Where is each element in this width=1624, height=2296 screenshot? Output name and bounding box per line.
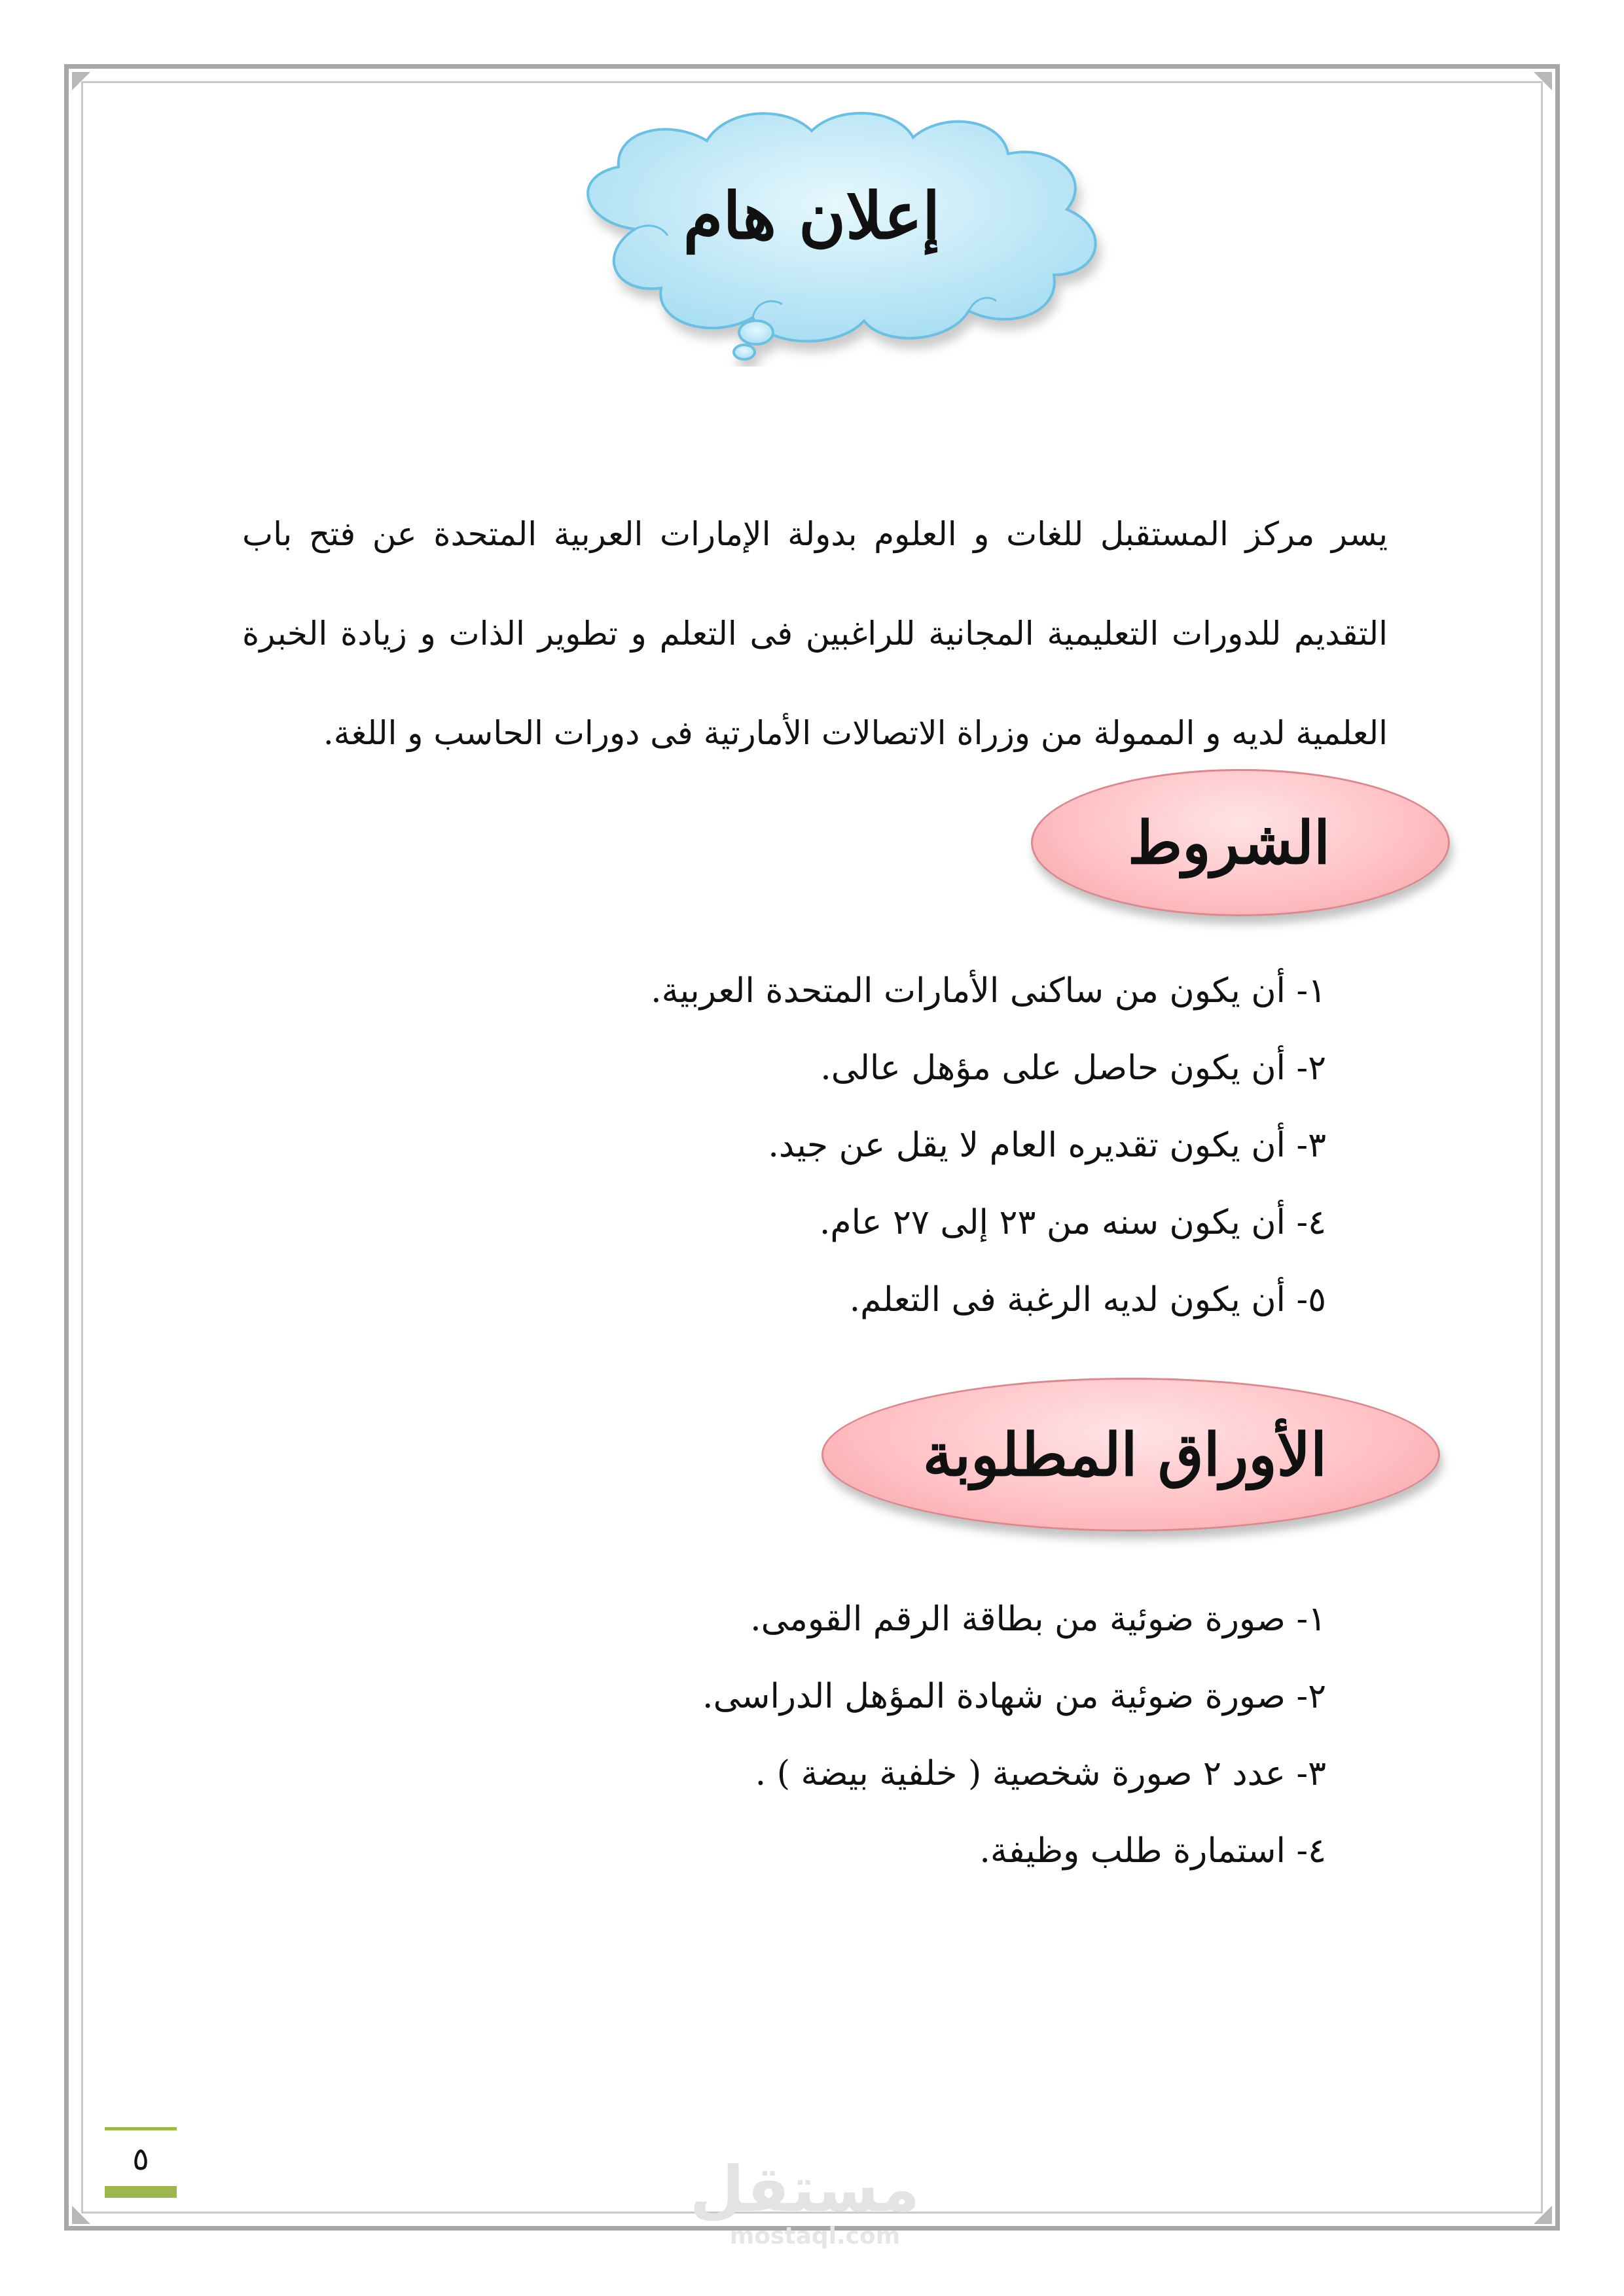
list-item: ١- أن يكون من ساكنى الأمارات المتحدة العربية. [651,971,1326,1011]
documents-heading: الأوراق المطلوبة [922,1420,1327,1490]
list-item: ٤- أن يكون سنه من ٢٣ إلى ٢٧ عام. [819,1203,1326,1242]
conditions-heading: الشروط [1127,808,1330,878]
list-item: ٣- أن يكون تقديره العام لا يقل عن جيد. [768,1126,1326,1165]
corner-ornament-bottom-right [1534,2206,1552,2224]
list-item: ٤- استمارة طلب وظيفة. [979,1831,1326,1871]
conditions-heading-badge [1031,769,1450,916]
page-number: ٥ [132,2141,149,2178]
documents-heading-badge [821,1378,1440,1532]
page-number-box [105,2127,177,2199]
corner-ornament-top-right [1534,72,1552,90]
corner-ornament-bottom-left [72,2206,90,2224]
list-item: ١- صورة ضوئية من بطاقة الرقم القومى. [750,1600,1326,1639]
watermark-logo-latin: mostaql.com [729,2223,901,2250]
announcement-title: إعلان هام [683,178,941,254]
corner-ornament-top-left [72,72,90,90]
list-item: ٣- عدد ٢ صورة شخصية ( خلفية بيضة ) . [755,1754,1326,1793]
watermark-logo-arabic: مستقل [689,2153,920,2226]
documents-list [702,1581,1326,1890]
page-number-rule-bottom [105,2186,177,2198]
intro-paragraph: يسر مركز المستقبل للغات و العلوم بدولة الإمارات العربية المتحدة عن فتح باب التقديم للدورات التعليمية المجانية للراغبين فى التعلم و تطوير الذات و زيادة الخبرة العلمية لديه و الممولة من وزراة الاتصالات الأمارتية فى دورات الحاسب و اللغة. [242,515,1388,752]
list-item: ٢- أن يكون حاصل على مؤهل عالى. [820,1049,1326,1088]
list-item: ٢- صورة ضوئية من شهادة المؤهل الدراسى. [702,1677,1326,1716]
conditions-list [651,952,1326,1338]
page-number-rule-top [105,2127,177,2130]
list-item: ٥- أن يكون لديه الرغبة فى التعلم. [849,1280,1326,1319]
